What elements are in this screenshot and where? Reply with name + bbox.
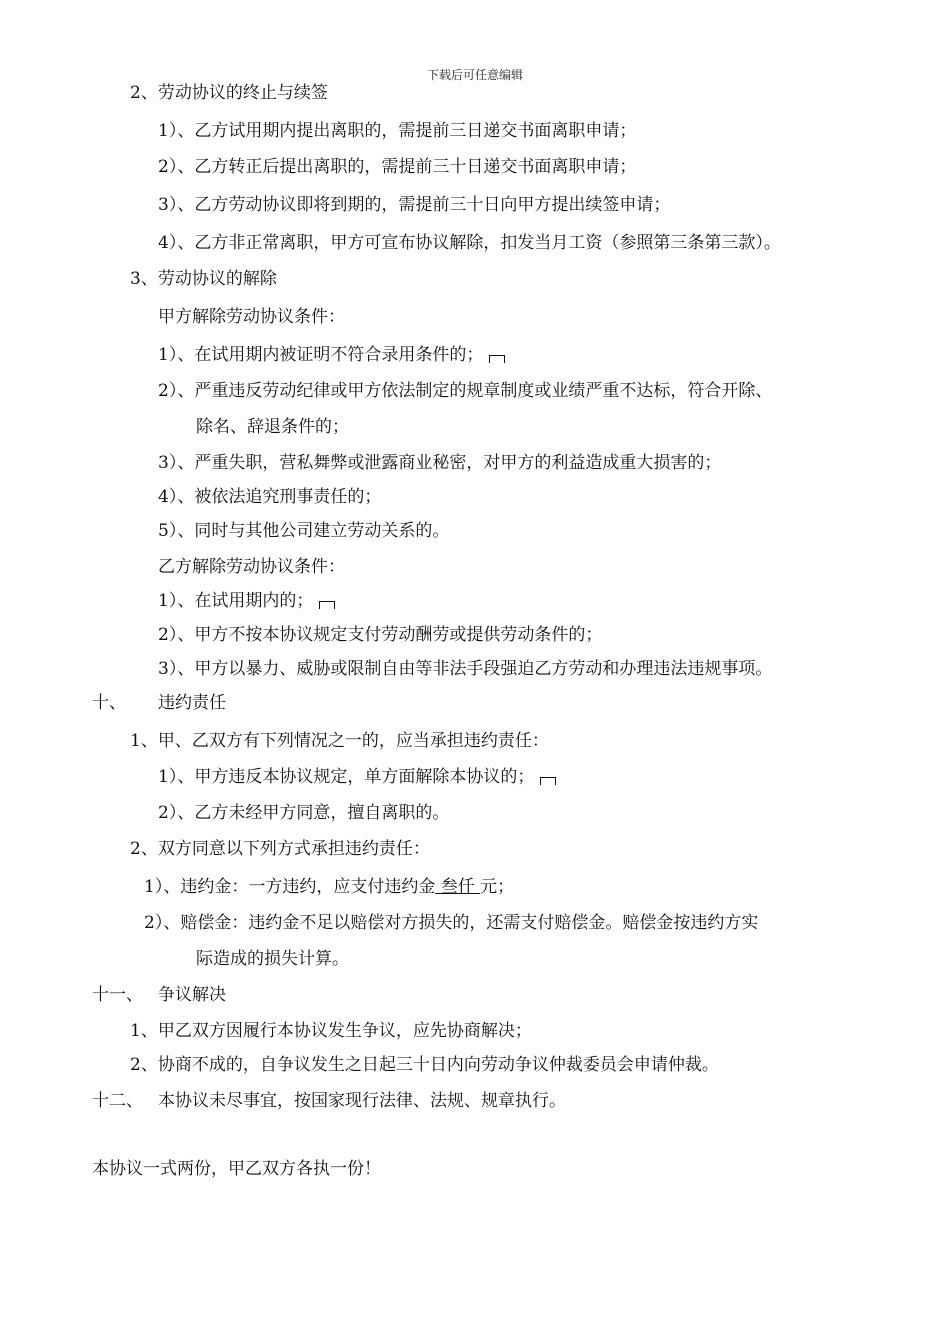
penalty-label: 1）、违约金：一方违约，应支付违约金 bbox=[144, 877, 436, 897]
clause-item: 5）、同时与其他公司建立劳动关系的。 bbox=[158, 521, 450, 541]
section-number: 十二、 bbox=[92, 1091, 143, 1111]
closing-statement: 本协议一式两份，甲乙双方各执一份！ bbox=[92, 1159, 381, 1179]
clause-item bbox=[158, 766, 556, 788]
clause-item-text: 1）、甲方违反本协议规定，单方面解除本协议的； bbox=[158, 767, 535, 787]
penalty-unit: 元； bbox=[480, 877, 515, 897]
clause-item: 2）、赔偿金：违约金不足以赔偿对方损失的，还需支付赔偿金。赔偿金按违约方实 bbox=[144, 913, 759, 933]
clause-item-text: 1）、在试用期内的； bbox=[158, 591, 314, 611]
clause-item: 3）、甲方以暴力、威胁或限制自由等非法手段强迫乙方劳动和办理违法违规事项。 bbox=[158, 659, 773, 679]
clause-item: 3）、严重失职，营私舞弊或泄露商业秘密，对甲方的利益造成重大损害的； bbox=[158, 453, 722, 473]
clause-item: 3）、乙方劳动协议即将到期的，需提前三十日向甲方提出续签申请； bbox=[158, 195, 671, 215]
clause-item-text: 1）、在试用期内被证明不符合录用条件的； bbox=[158, 345, 484, 365]
clause-heading: 2、协商不成的，自争议发生之日起三十日内向劳动争议仲裁委员会申请仲裁。 bbox=[130, 1055, 719, 1075]
section-title: 争议解决 bbox=[158, 985, 226, 1005]
clause-heading: 1、甲乙双方因履行本协议发生争议，应先协商解决； bbox=[130, 1021, 532, 1041]
clause-item-continuation: 除名、辞退条件的； bbox=[196, 417, 349, 437]
section-title: 违约责任 bbox=[158, 693, 226, 713]
clause-item bbox=[158, 590, 335, 612]
penalty-amount: 叁仟 bbox=[435, 877, 481, 897]
return-mark-icon bbox=[489, 355, 505, 363]
clause-heading: 1、甲、乙双方有下列情况之一的，应当承担违约责任： bbox=[130, 731, 549, 751]
clause-item: 4）、被依法追究刑事责任的； bbox=[158, 487, 382, 507]
subheading: 甲方解除劳动协议条件： bbox=[158, 307, 345, 327]
return-mark-icon bbox=[319, 601, 335, 609]
clause-item: 4）、乙方非正常离职，甲方可宣布协议解除，扣发当月工资（参照第三条第三款）。 bbox=[158, 233, 781, 253]
section-number: 十一、 bbox=[92, 985, 143, 1005]
clause-item: 1）、乙方试用期内提出离职的，需提前三日递交书面离职申请； bbox=[158, 121, 637, 141]
clause-item: 2）、甲方不按本协议规定支付劳动酬劳或提供劳动条件的； bbox=[158, 625, 603, 645]
clause-item: 2）、乙方转正后提出离职的，需提前三十日递交书面离职申请； bbox=[158, 157, 637, 177]
header-note: 下载后可任意编辑 bbox=[426, 68, 523, 82]
clause-item: 2）、乙方未经甲方同意，擅自离职的。 bbox=[158, 803, 450, 823]
clause-heading: 3、劳动协议的解除 bbox=[130, 269, 277, 289]
section-number: 十、 bbox=[92, 693, 126, 713]
clause-item bbox=[158, 344, 505, 366]
subheading: 乙方解除劳动协议条件： bbox=[158, 557, 345, 577]
return-mark-icon bbox=[540, 777, 556, 785]
clause-item bbox=[144, 876, 514, 898]
clause-heading: 2、双方同意以下列方式承担违约责任： bbox=[130, 839, 430, 859]
clause-item-continuation: 际造成的损失计算。 bbox=[196, 949, 349, 969]
clause-heading: 2、劳动协议的终止与续签 bbox=[130, 83, 328, 103]
section-title: 本协议未尽事宜，按国家现行法律、法规、规章执行。 bbox=[158, 1091, 566, 1111]
clause-item: 2）、严重违反劳动纪律或甲方依法制定的规章制度或业绩严重不达标，符合开除、 bbox=[158, 381, 773, 401]
